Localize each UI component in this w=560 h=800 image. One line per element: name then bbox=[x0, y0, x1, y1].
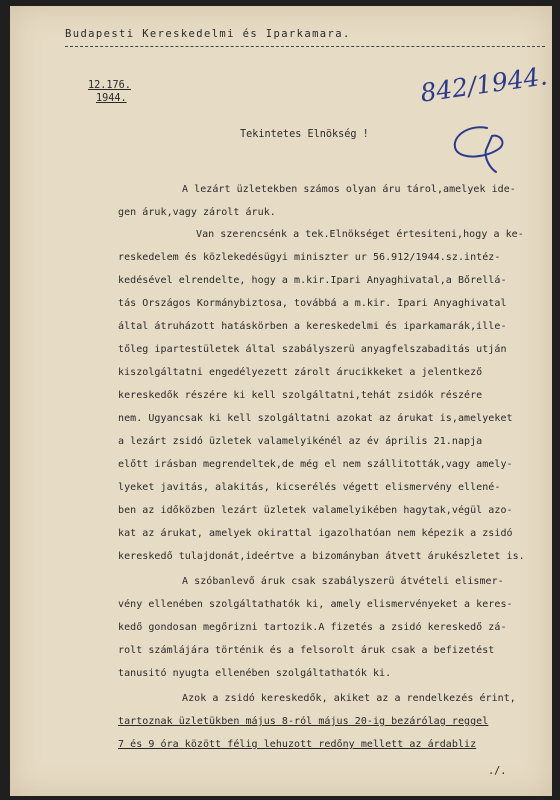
body-line: A lezárt üzletekben számos olyan áru tárol,amelyek ide- bbox=[182, 184, 516, 195]
document-page bbox=[10, 6, 552, 796]
body-line: kedésével elrendelte, hogy a m.kir.Ipari Anyaghivatal,a Bőrellá- bbox=[118, 275, 507, 286]
body-line: tőleg ipartestületek által szabályszerü anyagfelszabaditás utján bbox=[118, 344, 507, 355]
body-line: kat az árukat, amelyek okirattal igazolhatóan nem képezik a zsidó bbox=[118, 528, 513, 539]
body-line: A szóbanlevő áruk csak szabályszerü átvételi elismer- bbox=[182, 576, 504, 587]
body-line: Azok a zsidó kereskedők, akiket az a rendelkezés érint, bbox=[182, 693, 516, 704]
handwritten-file-number: 842/1944. bbox=[418, 61, 550, 108]
body-line: kedő gondosan megőrizni tartozik.A fizetés a zsidó kereskedő zá- bbox=[118, 622, 507, 633]
body-line: rolt számlájára történik és a felsorolt áruk csak a befizetést bbox=[118, 645, 495, 656]
letterhead: Budapesti Kereskedelmi és Iparkamara. bbox=[65, 28, 351, 40]
body-line: vény ellenében szolgáltathatók ki, amely elismervényeket a keres- bbox=[118, 599, 513, 610]
body-line: tanusitó nyugta ellenében szolgáltathatók ki. bbox=[118, 668, 392, 679]
body-line: előtt irásban megrendeltek,de még el nem szállitották,vagy amely- bbox=[118, 459, 513, 470]
reference-year: 1944. bbox=[96, 93, 127, 104]
body-line: kereskedők részére ki kell szolgáltatni,tehát zsidók részére bbox=[118, 390, 483, 401]
salutation: Tekintetes Elnökség ! bbox=[240, 129, 369, 140]
body-line: ben az időközben lezárt üzletek valamelyikében hagytak,végül azo- bbox=[118, 505, 513, 516]
body-line: kereskedő tulajdonát,ideértve a bizományban átvett árukészletet is. bbox=[118, 551, 525, 562]
body-line: által átruházott hatáskörben a kereskedelmi és iparkamarák,ille- bbox=[118, 321, 507, 332]
body-line: 7 és 9 óra között félig lehuzott redőny mellett az árdabliz bbox=[118, 739, 477, 750]
body-line: lyeket javitás, alakitás, kicserélés végett elismervény ellené- bbox=[118, 482, 501, 493]
body-line: tás Országos Kormánybiztosa, továbbá a m.kir. Ipari Anyaghivatal bbox=[118, 298, 507, 309]
body-line: kiszolgáltatni engedélyezett zárolt árucikkeket a jelentkező bbox=[118, 367, 483, 378]
reference-number: 12.176. bbox=[88, 80, 131, 91]
body-line: gen áruk,vagy zárolt áruk. bbox=[118, 207, 276, 218]
body-line: nem. Ugyancsak ki kell szolgáltatni azokat az árukat is,amelyeket bbox=[118, 413, 513, 424]
continuation-mark: ./. bbox=[488, 766, 507, 777]
handwritten-initials-mark bbox=[442, 120, 512, 180]
body-line: tartoznak üzletükben május 8-ról május 20-ig bezárólag reggel bbox=[118, 716, 489, 727]
letterhead-divider bbox=[65, 46, 545, 47]
body-line: reskedelem és közlekedésügyi miniszter ur 56.912/1944.sz.intéz- bbox=[118, 252, 501, 263]
body-line: Van szerencsénk a tek.Elnökséget értesiteni,hogy a ke- bbox=[196, 229, 524, 240]
body-line: a lezárt zsidó üzletek valamelyikénél az év április 21.napja bbox=[118, 436, 483, 447]
